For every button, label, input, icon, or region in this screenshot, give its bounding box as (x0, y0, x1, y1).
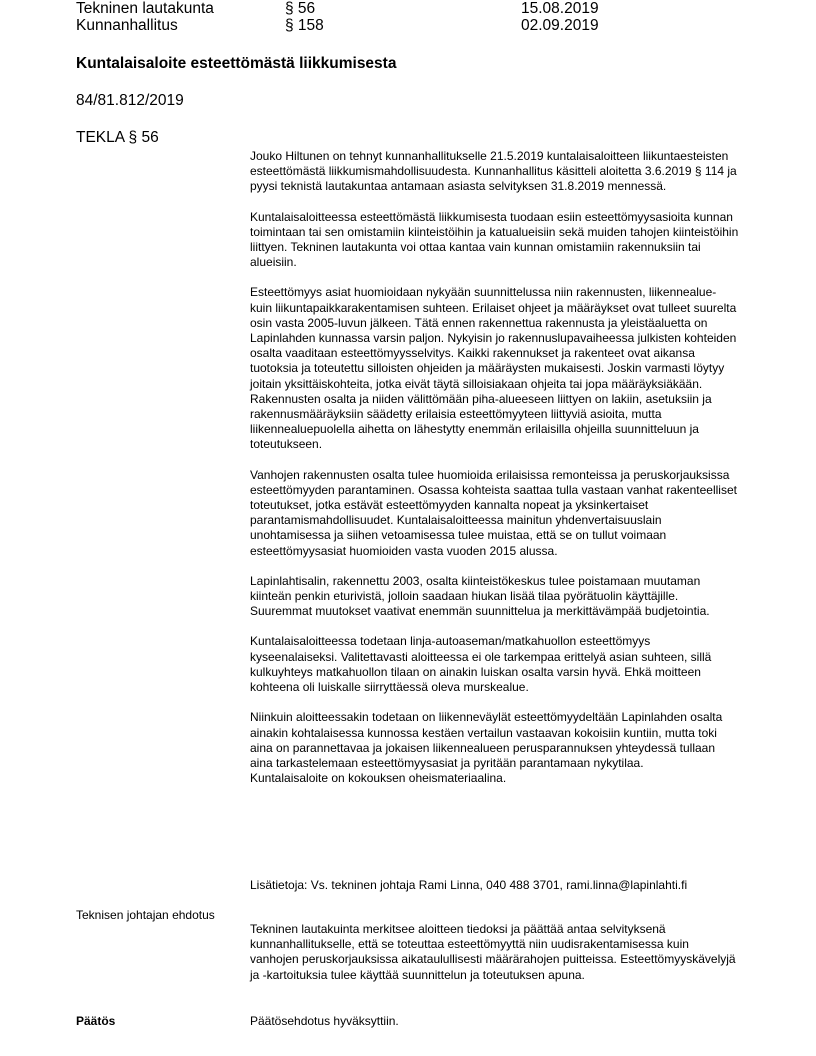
paragraph: Lapinlahtisalin, rakennettu 2003, osalta kiinteistökeskus tulee poistamaan muutaman kiinteän penkin eturivistä, jolloin saadaan hiukan lisää tilaa pyörätuolin käyttäjille. Suuremmat muutokset vaativat enemmän suunnittelua ja merkittävämpää budjetointia. (250, 573, 710, 619)
case-description (250, 149, 740, 801)
decision-section (250, 1014, 740, 1029)
paragraph: Kuntalaisaloitteessa todetaan linja-autoaseman/matkahuollon esteettömyys kyseenalaiseksi. Valitettavasti aloitteessa ei ole tarkempaa erittelyä asian suhteen, sillä kulkuyhteys matkahuollon tilaan on ainakin luiskan osalta varsin hyvä. Ehkä moitteen kohteena oli luiskalle siirryttäessä oleva murskealue. (250, 634, 712, 695)
paragraph: Vanhojen rakennusten osalta tulee huomioida erilaisissa remonteissa ja peruskorjauksissa esteettömyyden parantaminen. Osassa kohteista saattaa tulla vastaan vanhat rakenteelliset toteutukset, jotka estävät esteettömyyden kannalta nopeat ja yksinkertaiset parantamismahdollisuudet. Kuntalaisaloitteessa mainitun yhdenvertaisuuslain unohtamisessa ja siihen vetoamisessa tulee muistaa, että se on tullut voimaan esteettömyysasiat huomioiden vasta vuoden 2015 alussa. (250, 467, 737, 558)
paragraph: Jouko Hiltunen on tehnyt kunnanhallitukselle 21.5.2019 kuntalaisaloitteen liikuntaesteisten esteettömästä liikkumismahdollisuudesta. Kunnanhallitus käsitteli aloitetta 3.6.2019 § 114 ja pyysi teknistä lautakuntaa antamaan asiasta selvityksen 31.8.2019 mennessä. (250, 149, 737, 194)
proposal-section (250, 922, 740, 983)
decision-label: Päätös (76, 1014, 116, 1028)
paragraph: Kuntalaisaloitteessa esteettömästä liikkumisesta tuodaan esiin esteettömyysasioita kunnan toimintaan tai sen omistamiin kiinteistöihin ja katualueisiin sekä muiden tahojen kiinteistöihin liittyen. Tekninen lautakunta voi ottaa kantaa vain kunnan omistamiin rakennuksiin tai alueisiin. (250, 209, 739, 270)
header-body-2: Kunnanhallitus (76, 17, 178, 34)
document-title: Kuntalaisaloite esteettömästä liikkumisesta (76, 55, 397, 72)
contact-text: Lisätietoja: Vs. tekninen johtaja Rami Linna, 040 488 3701, rami.linna@lapinlahti.fi (250, 878, 688, 892)
proposal-text: Tekninen lautakuinta merkitsee aloitteen tiedoksi ja päättää antaa selvityksenä kunnanhallitukselle, että se toteuttaa esteettömyyttä niin uudisrakentamisessa kuin vanhojen peruskorjauksissa aikataulullisesti määrärahojen puitteissa. Esteettömyyskävelyjä ja -kartoituksia tulee käyttää suunnittelun ja toteutuksen apuna. (250, 922, 736, 982)
header-date-2: 02.09.2019 (521, 17, 599, 34)
contact-info (250, 878, 740, 893)
decision-text: Päätösehdotus hyväksyttiin. (250, 1014, 399, 1028)
header-date-1: 15.08.2019 (521, 0, 599, 17)
paragraph: Niinkuin aloitteessakin todetaan on liikenneväylät esteettömyydeltään Lapinlahden osalta ainakin kohtalaisessa kunnossa kestäen vertailun vastaavan kokoisiin kuntiin, mutta toki aina on parannettavaa ja jokaisen liikennealueen perusparannuksen yhteydessä tullaan aina tarkastelemaan esteettömyysasiat ja pyritään parantamaan nykytilaa. Kuntalaisaloite on kokouksen oheismateriaalina. (250, 710, 723, 786)
header-section-1: § 56 (285, 0, 316, 17)
header-section-2: § 158 (285, 17, 324, 34)
proposal-label: Teknisen johtajan ehdotus (76, 908, 215, 922)
paragraph: Esteettömyys asiat huomioidaan nykyään suunnittelussa niin rakennusten, liikennealue- kuin liikuntapaikkarakentamisen suhteen. Erilaiset ohjeet ja määräykset ovat tulleet suurelta osin vasta 2005-luvun jälkeen. Tätä ennen rakennettua rakennusta ja yleistäaluetta on Lapinlahden kunnassa varsin paljon. Nykyisin jo rakennuslupavaiheessa julkisten kohteiden osalta vaaditaan esteettömyysselvitys. Kaikki rakennukset ja rakenteet ovat aikansa tuotoksia ja toteutettu silloisten ohjeiden ja määräysten mukaisesti. Joskin varmasti löytyy joitain yksittäiskohteita, jotka eivät täytä silloisiakaan ohjeita tai jopa määräyksiäkään. Rakennusten osalta ja niiden välittömään piha-alueeseen liittyen on lakiin, asetuksiin ja rakennusmääräyksiin säädetty erilaisia esteettömyyteen liittyviä asioita, mutta liikennealuepuolella aihetta on lähestytty enemmän erilaisilla ohjeilla suunnitteluun ja toteutukseen. (250, 285, 737, 452)
diary-number: 84/81.812/2019 (76, 92, 184, 109)
header-body-1: Tekninen lautakunta (76, 0, 214, 17)
meeting-reference: TEKLA § 56 (76, 129, 159, 146)
